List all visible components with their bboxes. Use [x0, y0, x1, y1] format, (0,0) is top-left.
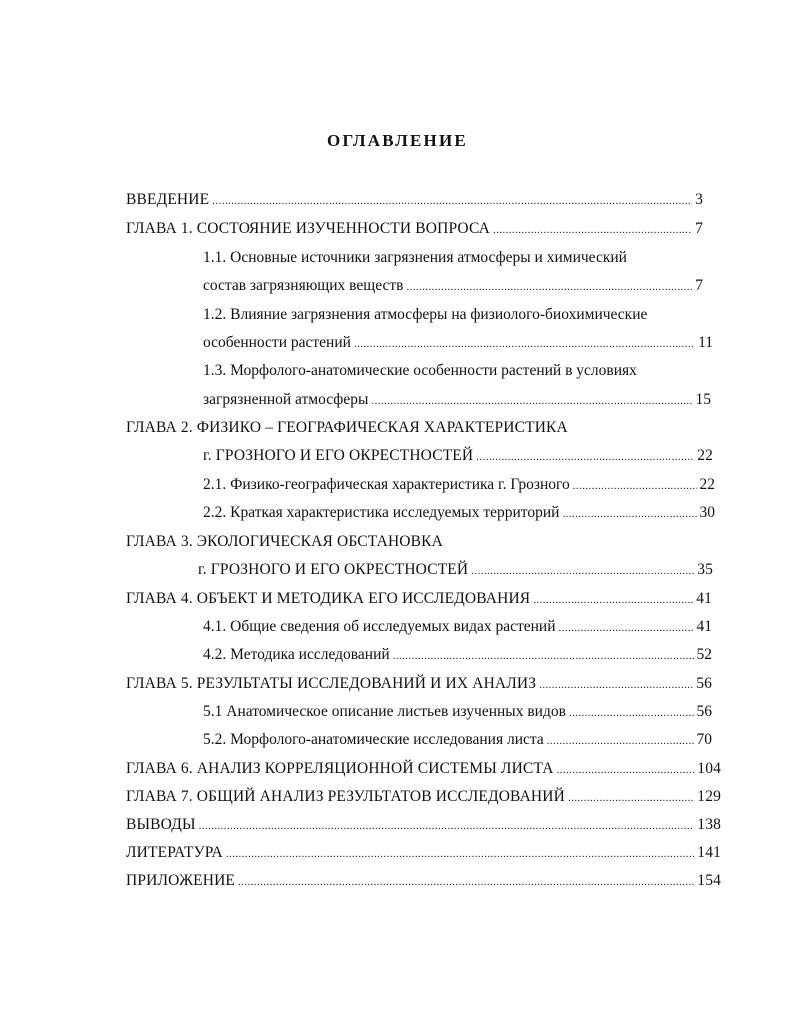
toc-entry-conclusions[interactable]: [126, 815, 721, 836]
toc-entry-section-2-1[interactable]: [203, 475, 715, 496]
toc-entry-text: 4.1. Общие сведения об исследуемых видах растений: [203, 618, 556, 635]
toc-page-number: 104: [697, 760, 721, 777]
dot-leader: [539, 675, 693, 695]
toc-entry-section-5-1[interactable]: [203, 702, 712, 723]
toc-entry-chapter-2[interactable]: [203, 446, 713, 467]
toc-page-number: 41: [696, 590, 712, 607]
toc-entry-text: ПРИЛОЖЕНИЕ: [126, 872, 236, 889]
toc-entry-section-1-1[interactable]: [203, 276, 703, 297]
toc-page-number: 35: [697, 561, 713, 578]
toc-entry-chapter-4[interactable]: [126, 589, 712, 610]
toc-page-number: 141: [697, 844, 721, 861]
toc-page-number: 15: [695, 391, 711, 408]
toc-entry-text: 4.2. Методика исследований: [203, 646, 390, 663]
toc-entry-chapter-7[interactable]: [126, 787, 721, 808]
toc-entry-chapter-6[interactable]: [126, 759, 721, 780]
toc-page-number: 70: [696, 731, 712, 748]
page-title: ОГЛАВЛЕНИЕ: [327, 131, 468, 150]
dot-leader: [573, 476, 697, 496]
dot-leader: [493, 220, 692, 240]
toc-page-number: 7: [695, 277, 703, 294]
toc-page-number: 30: [699, 504, 715, 521]
toc-entry-chapter-1[interactable]: [126, 219, 703, 240]
dot-leader: [199, 816, 695, 836]
toc-entry-text: 2.2. Краткая характеристика исследуемых территорий: [203, 504, 560, 521]
toc-entry-section-4-2[interactable]: [203, 645, 712, 666]
toc-entry-section-5-2[interactable]: [203, 730, 712, 751]
toc-page-number: 7: [695, 220, 703, 237]
toc-entry-literature[interactable]: [126, 843, 721, 864]
toc-entry-text: состав загрязняющих веществ: [203, 277, 404, 294]
dot-leader: [393, 646, 694, 666]
dot-leader: [557, 760, 695, 780]
toc-entry-chapter-3[interactable]: [198, 560, 713, 581]
dot-leader: [568, 788, 694, 808]
toc-entry-text: ГЛАВА 7. ОБЩИЙ АНАЛИЗ РЕЗУЛЬТАТОВ ИССЛЕДОВАНИЙ: [126, 788, 565, 805]
toc-page-number: 41: [696, 618, 712, 635]
toc-page-number: 22: [699, 476, 715, 493]
toc-entry-text: загрязненной атмосферы: [203, 391, 369, 408]
toc-entry-text: 5.1 Анатомическое описание листьев изученных видов: [203, 703, 566, 720]
toc-page-number: 52: [696, 646, 712, 663]
toc-entry-section-1-2[interactable]: [203, 333, 713, 354]
toc-entry-section-2-2[interactable]: [203, 503, 715, 524]
toc-entry-section-4-1[interactable]: [203, 617, 712, 638]
dot-leader: [226, 844, 694, 864]
toc-page-number: 3: [695, 191, 703, 208]
toc-entry-1-3-line1: 1.3. Морфолого-анатомические особенности растений в условиях: [203, 362, 637, 379]
dot-leader: [406, 277, 692, 297]
toc-entry-text: г. ГРОЗНОГО И ЕГО ОКРЕСТНОСТЕЙ: [198, 561, 469, 578]
dot-leader: [476, 447, 694, 467]
dot-leader: [354, 334, 695, 354]
toc-entry-1-2-line1: 1.2. Влияние загрязнения атмосферы на физиолого-биохимические: [203, 306, 648, 323]
toc-entry-text: ВЫВОДЫ: [126, 816, 196, 833]
toc-entry-appendix[interactable]: [126, 871, 721, 892]
toc-entry-intro[interactable]: [126, 190, 703, 211]
toc-page-number: 154: [697, 872, 721, 889]
dot-leader: [559, 618, 694, 638]
toc-entry-chapter-3-line1: ГЛАВА 3. ЭКОЛОГИЧЕСКАЯ ОБСТАНОВКА: [126, 533, 443, 550]
toc-page-number: 22: [697, 447, 713, 464]
dot-leader: [533, 590, 693, 610]
toc-page-number: 56: [696, 675, 712, 692]
toc-entry-chapter-5[interactable]: [126, 674, 712, 695]
toc-entry-text: ВВЕДЕНИЕ: [126, 191, 210, 208]
toc-entry-text: 2.1. Физико-географическая характеристика г. Грозного: [203, 476, 570, 493]
dot-leader: [471, 561, 694, 581]
toc-entry-text: ГЛАВА 6. АНАЛИЗ КОРРЕЛЯЦИОННОЙ СИСТЕМЫ ЛИСТА: [126, 760, 554, 777]
toc-entry-text: ГЛАВА 4. ОБЪЕКТ И МЕТОДИКА ЕГО ИССЛЕДОВАНИЯ: [126, 590, 531, 607]
toc-entry-text: ЛИТЕРАТУРА: [126, 844, 223, 861]
dot-leader: [212, 191, 692, 211]
toc-entry-text: ГЛАВА 1. СОСТОЯНИЕ ИЗУЧЕННОСТИ ВОПРОСА: [126, 220, 491, 237]
toc-page-number: 56: [696, 703, 712, 720]
toc-entry-text: г. ГРОЗНОГО И ЕГО ОКРЕСТНОСТЕЙ: [203, 447, 474, 464]
toc-entry-chapter-2-line1: ГЛАВА 2. ФИЗИКО – ГЕОГРАФИЧЕСКАЯ ХАРАКТЕРИСТИКА: [126, 419, 568, 436]
dot-leader: [562, 504, 696, 524]
toc-entry-section-1-3[interactable]: [203, 390, 711, 411]
toc-page-number: 129: [697, 788, 721, 805]
toc-page-number: 11: [698, 334, 713, 351]
dot-leader: [569, 703, 694, 723]
dot-leader: [547, 731, 694, 751]
toc-entry-text: ГЛАВА 5. РЕЗУЛЬТАТЫ ИССЛЕДОВАНИЙ И ИХ АНАЛИЗ: [126, 675, 537, 692]
dot-leader: [238, 872, 694, 892]
toc-page-number: 138: [697, 816, 721, 833]
toc-entry-text: 5.2. Морфолого-анатомические исследования листа: [203, 731, 544, 748]
dot-leader: [371, 391, 692, 411]
toc-entry-text: особенности растений: [203, 334, 351, 351]
toc-entry-1-1-line1: 1.1. Основные источники загрязнения атмосферы и химический: [203, 249, 627, 266]
